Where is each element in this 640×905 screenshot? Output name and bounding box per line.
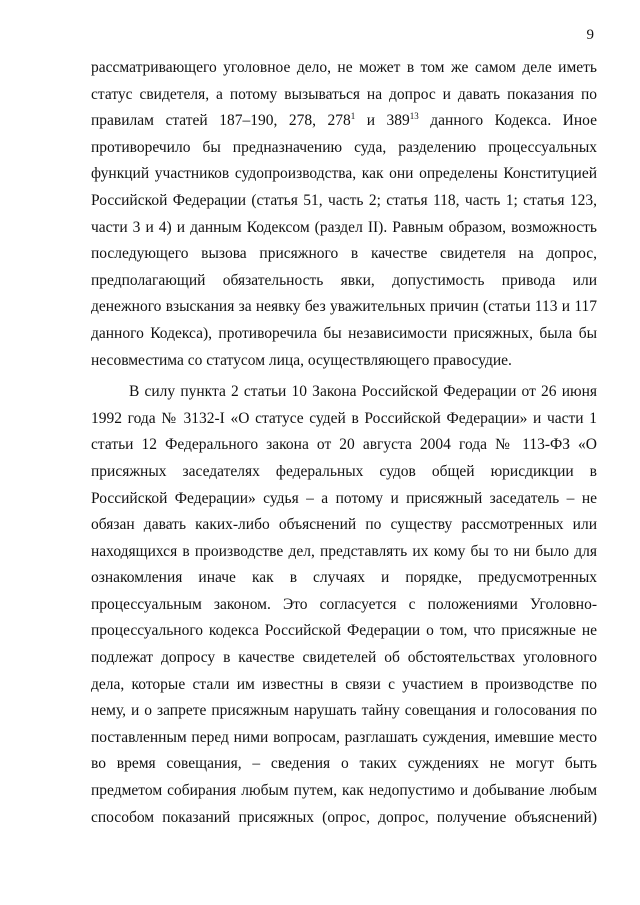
page-number: 9: [586, 27, 594, 43]
superscript-index: 1: [350, 111, 356, 122]
paragraph-text: и 389: [355, 112, 410, 130]
paragraph-text: рассматривающего уголовное дело, не может в том же самом деле иметь статус свидетеля, а потому вызываться на допрос и давать показания по правилам статей 187–190, 278, 278: [91, 59, 597, 130]
paragraph-continuation: [91, 55, 597, 374]
paragraph: В силу пункта 2 статьи 10 Закона Российской Федерации от 26 июня 1992 года № 3132-I «О статусе судей в Российской Федерации» и части 1 статьи 12 Федерального закона от 20 августа 2004 года № 113-ФЗ «О присяжных заседателях федеральных судов общей юрисдикции в Российской Федерации» судья – а потому и присяжный заседатель – не обязан давать каких-либо объяснений по существу рассмотренных или находящихся в производстве дел, представлять их кому бы то ни было для ознакомления иначе как в случаях и порядке, предусмотренных процессуальным законом. Это согласуется с положениями Уголовно-процессуального кодекса Российской Федерации о том, что присяжные не подлежат допросу в качестве свидетелей об обстоятельствах уголовного дела, которые стали им известны в связи с участием в производстве по нему, и о запрете присяжным нарушать тайну совещания и голосования по поставленным перед ними вопросам, разглашать суждения, имевшие место во время совещания, – сведения о таких суждениях не могут быть предметом собирания любым путем, как недопустимо и добывание любым способом показаний присяжных (опрос, допрос, получение объяснений): [91, 383, 597, 826]
document-body: [91, 55, 597, 831]
superscript-index: 13: [409, 111, 419, 122]
paragraph-text: данного Кодекса. Иное противоречило бы предназначению суда, разделению процессуальных функций участников судопроизводства, как они определены Конституцией Российской Федерации (статья 51, часть 2; статья 118, часть 1; статья 123, части 3 и 4) и данным Кодексом (раздел II). Равным образом, возможность последующего вызова присяжного в качестве свидетеля на допрос, предполагающий обязательность явки, допустимость привода или денежного взыскания за неявку без уважительных причин (статьи 113 и 117 данного Кодекса), противоречила бы независимости присяжных, была бы несовместима со статусом лица, осуществляющего правосудие.: [91, 112, 597, 369]
